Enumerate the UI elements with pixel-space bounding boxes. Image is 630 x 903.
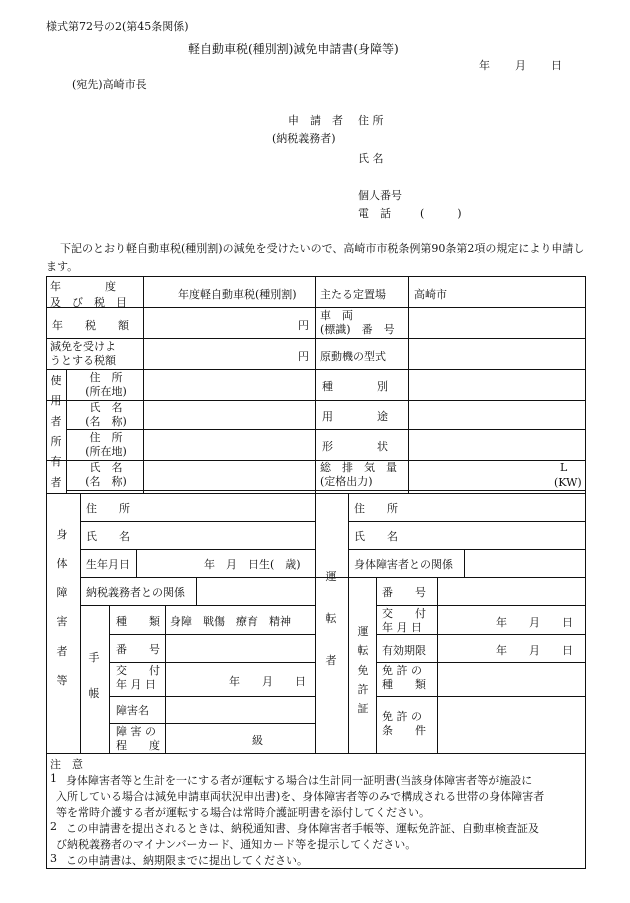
license-kind-label (382, 664, 426, 692)
owner-side-label: 所有者 (50, 435, 62, 489)
driver-side-label: 運転者 (325, 570, 337, 667)
handbook-kind-label: 種 類 (116, 615, 160, 628)
driver-address-label: 住 所 (354, 502, 398, 515)
license-issue-label-line1: 交 付 (382, 607, 426, 620)
form-title: 軽自動車税(種別割)減免申請書(身障等) (188, 42, 399, 56)
license-expiry-label: 有効期限 (382, 644, 426, 657)
note-1-line1: 身体障害者等と生計を一にする者が運転する場合は生計同一証明書(当該身体障害者等が施設に (66, 774, 533, 787)
owner-name-label-line1: 氏 名 (89, 461, 123, 474)
date-year: 年 (479, 59, 490, 72)
note-3-line1: この申請書は、納期限までに提出してください。 (66, 854, 308, 867)
disabled-name-label: 氏 名 (86, 530, 130, 543)
owner-address-label-line2: (所在地) (85, 444, 127, 458)
user-address-label (72, 371, 140, 399)
handbook-issue-label-line2: 年 月 日 (116, 677, 156, 691)
license-number-label: 番 号 (382, 586, 426, 599)
disability-degree-label-line2: 程 度 (116, 738, 160, 752)
license-condition-label-line1: 免 許 の (382, 710, 422, 723)
driver-relation-label: 身体障害者との関係 (354, 558, 453, 571)
tax-amount-yen[interactable]: 円 (298, 319, 309, 332)
displacement-unit-l: L (560, 461, 568, 474)
disabled-birth-label: 生年月日 (86, 558, 130, 571)
fiscal-year-label-line1: 年 度 (50, 280, 116, 293)
applicant-phone-field[interactable]: ( ) (420, 207, 462, 220)
location-label: 主たる定置場 (320, 288, 386, 301)
license-issue-label-line2: 年 月 日 (382, 620, 422, 634)
license-expiry-value[interactable]: 年 月 日 (496, 644, 573, 657)
intro-text: 下記のとおり軽自動車税(種別割)の減免を受けたいので、高崎市市税条例第90条第2項の規定により申請します。 (46, 242, 585, 273)
user-side-label: 使用者 (50, 374, 62, 428)
user-address-label-line2: (所在地) (85, 384, 127, 398)
date-month: 月 (515, 59, 526, 72)
applicant-name-label: 氏 名 (358, 152, 384, 165)
applicant-mynumber-label: 個人番号 (358, 189, 402, 202)
handbook-side-label: 手帳 (88, 651, 100, 701)
applicant-phone-label: 電 話 (358, 207, 391, 220)
disability-degree-label-line1: 障 害 の (116, 725, 156, 738)
applicant-address-label: 住 所 (358, 114, 384, 127)
reduction-amount-label-line2: うとする税額 (50, 353, 116, 367)
disabled-side-label: 身体障害者等 (56, 528, 68, 687)
driver-name-label: 氏 名 (354, 530, 398, 543)
reduction-amount-yen[interactable]: 円 (298, 350, 309, 363)
license-kind-label-line1: 免 許 の (382, 664, 422, 677)
owner-name-label (72, 461, 140, 489)
handbook-issue-label-line1: 交 付 (116, 664, 160, 677)
applicant-label: 申 請 者 (288, 114, 343, 127)
vehicle-number-label (320, 309, 395, 337)
reduction-amount-label (50, 340, 116, 368)
user-name-label (72, 401, 140, 429)
user-address-label-line1: 住 所 (89, 371, 123, 384)
disability-name-label: 障害名 (116, 704, 149, 717)
vehicle-type-label: 種 別 (322, 380, 388, 393)
date-day: 日 (551, 59, 562, 72)
vehicle-number-label-line1: 車 両 (320, 309, 353, 322)
license-issue-value[interactable]: 年 月 日 (496, 616, 573, 629)
disabled-address-label: 住 所 (86, 502, 130, 515)
owner-address-label-line1: 住 所 (89, 431, 123, 444)
displacement-unit-kw: (KW) (554, 476, 582, 489)
tax-amount-label: 年 税 額 (52, 319, 129, 332)
license-condition-label (382, 710, 426, 738)
form-number: 様式第72号の2(第45条関係) (46, 20, 189, 33)
displacement-label (320, 461, 397, 489)
displacement-label-line2: (定格出力) (320, 474, 373, 488)
user-name-label-line2: (名 称) (85, 414, 127, 428)
reduction-amount-label-line1: 減免を受けよ (50, 340, 116, 353)
note-2-line2: び納税義務者のマイナンバーカード、通知カード等を提示してください。 (56, 838, 417, 851)
note-1-line2: 入所している場合は減免申請車両状況申出書)を、身体障害者等のみで構成される世帯の身体障害者 (56, 790, 545, 803)
location-value[interactable]: 高崎市 (414, 288, 447, 301)
applicant-sublabel: (納税義務者) (272, 132, 336, 145)
disabled-birth-value[interactable]: 年 月 日生( 歳) (204, 558, 301, 571)
handbook-issue-label (116, 664, 160, 692)
note-1-number: 1 (50, 772, 57, 785)
user-name-label-line1: 氏 名 (89, 401, 123, 414)
license-kind-label-line2: 種 類 (382, 677, 426, 691)
disability-degree-value[interactable]: 級 (252, 734, 263, 747)
owner-address-label (72, 431, 140, 459)
handbook-issue-value[interactable]: 年 月 日 (229, 675, 306, 688)
owner-name-label-line2: (名 称) (85, 474, 127, 488)
disabled-relation-label: 納税義務者との関係 (86, 586, 185, 599)
disability-degree-label (116, 725, 160, 753)
handbook-number-label: 番 号 (116, 643, 160, 656)
note-3-number: 3 (50, 852, 57, 865)
handbook-kind-options[interactable]: 身障 戦傷 療育 精神 (170, 615, 291, 628)
displacement-label-line1: 総 排 気 量 (320, 461, 397, 474)
fiscal-year-value[interactable]: 年度軽自動車税(種別割) (178, 288, 297, 301)
note-2-number: 2 (50, 820, 57, 833)
vehicle-purpose-label: 用 途 (322, 410, 388, 423)
license-side-label: 運転免許証 (357, 625, 369, 715)
license-condition-label-line2: 条 件 (382, 723, 426, 737)
addressee: (宛先)高崎市長 (72, 78, 147, 91)
notes-title: 注 意 (50, 758, 83, 771)
vehicle-number-label-line2: (標識) 番 号 (320, 322, 395, 336)
note-2-line1: この申請書を提出されるときは、納税通知書、身体障害者手帳等、運転免許証、自動車検査証及 (66, 822, 539, 835)
vehicle-shape-label: 形 状 (322, 440, 388, 453)
engine-type-label: 原動機の型式 (320, 350, 386, 363)
fiscal-year-label-line2: 及 び 税 目 (50, 296, 127, 309)
note-1-line3: 等を常時介護する者が運転する場合は常時介護証明書を添付してください。 (56, 806, 430, 819)
fiscal-year-label (50, 278, 140, 310)
license-issue-label (382, 607, 426, 635)
